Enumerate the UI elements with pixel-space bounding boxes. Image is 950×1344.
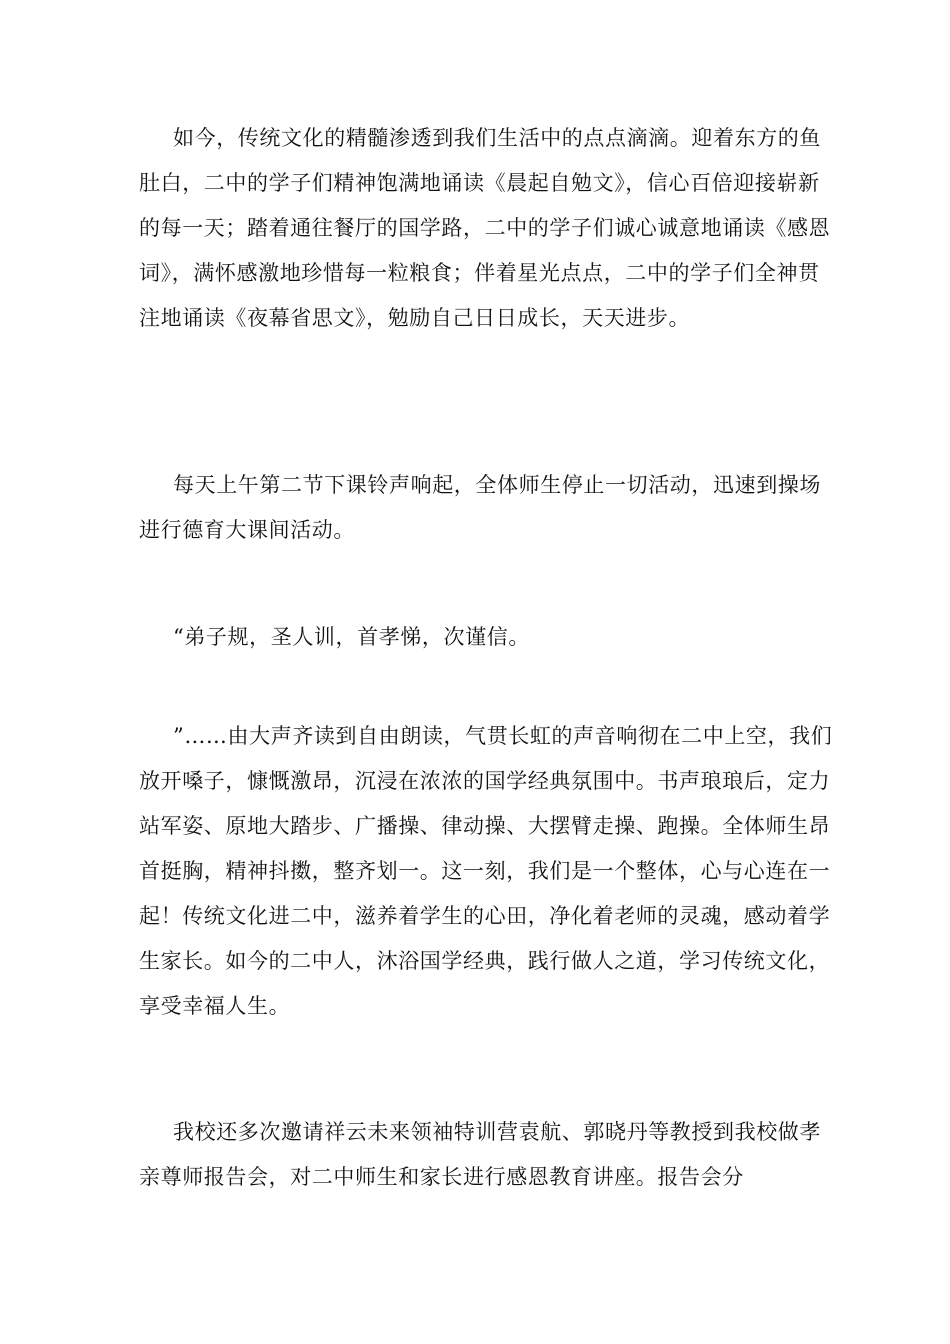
paragraph-traditional-culture: 如今，传统文化的精髓渗透到我们生活中的点点滴滴。迎着东方的鱼肚白，二中的学子们精神饱满地诵读《晨起自勉文》，信心百倍迎接崭新的每一天；踏着通往餐厅的国学路，二中的学子们诚心诚意地诵读《感恩词》，满怀感激地珍惜每一粒粮食；伴着星光点点，二中的学子们全神贯注地诵读《夜幕省思文》，勉励自己日日成长，天天进步。 bbox=[139, 126, 831, 330]
paragraph-reading-activities: ”……由大声齐读到自由朗读，气贯长虹的声音响彻在二中上空，我们放开嗓子，慷慨激昂，沉浸在浓浓的国学经典氛围中。书声琅琅后，定力站军姿、原地大踏步、广播操、律动操、大摆臂走操、跑操。全体师生昂首挺胸，精神抖擞，整齐划一。这一刻，我们是一个整体，心与心连在一起！传统文化进二中，滋养着学生的心田，净化着老师的灵魂，感动着学生家长。如今的二中人，沐浴国学经典，践行做人之道，学习传统文化，享受幸福人生。 bbox=[139, 724, 833, 1018]
paragraph-gratitude-lectures: 我校还多次邀请祥云未来领袖特训营袁航、郭晓丹等教授到我校做孝亲尊师报告会，对二中师生和家长进行感恩教育讲座。报告会分 bbox=[139, 1120, 821, 1189]
paragraph-morning-break: 每天上午第二节下课铃声响起，全体师生停止一切活动，迅速到操场进行德育大课间活动。 bbox=[139, 473, 821, 542]
paragraph-dizigui-quote: “弟子规，圣人训，首孝悌，次谨信。 bbox=[173, 625, 530, 649]
